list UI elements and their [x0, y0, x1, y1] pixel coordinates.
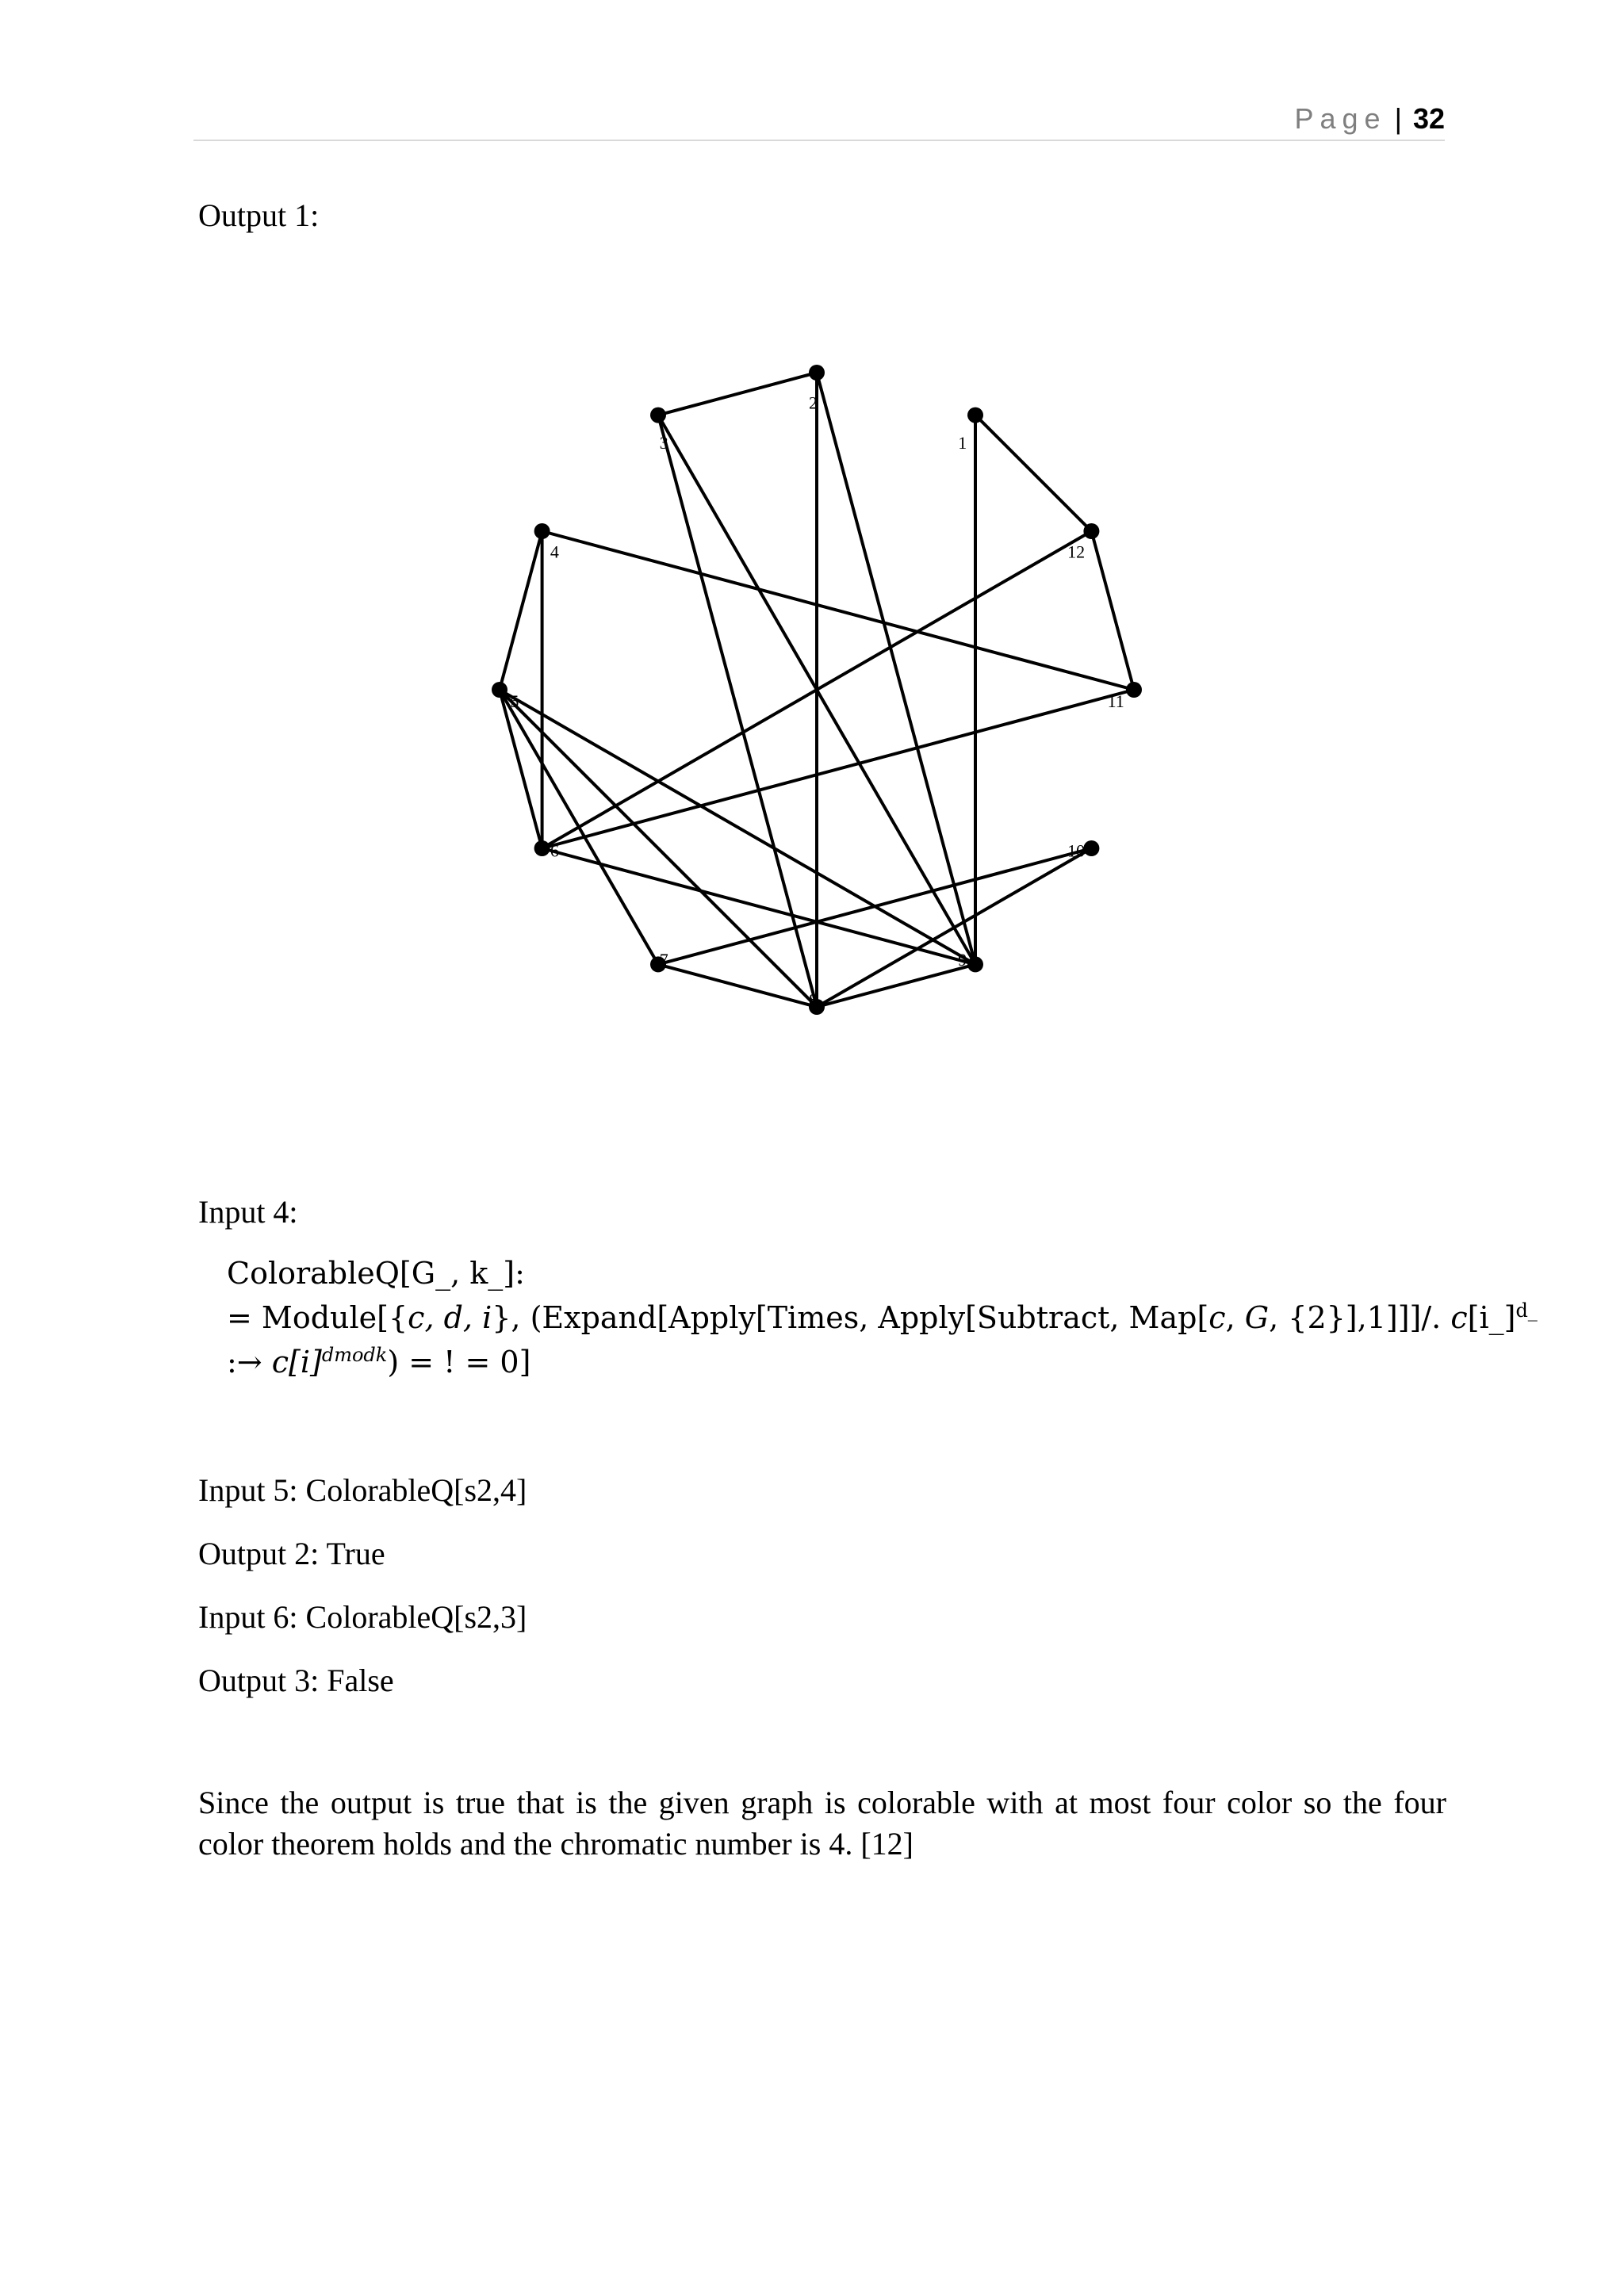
- graph-edge-7-8: [658, 964, 817, 1007]
- graph-edge-5-9: [500, 690, 975, 964]
- code-rule-index: [i]: [289, 1345, 322, 1380]
- page-header: [193, 95, 1445, 141]
- code-rule-arrow: :→: [227, 1345, 272, 1380]
- page-number: 32: [1412, 102, 1445, 135]
- graph-edge-1-12: [975, 415, 1091, 531]
- graph-edge-4-5: [500, 531, 542, 690]
- graph-vertex-1: [967, 408, 983, 423]
- code-line-2: [227, 1300, 1538, 1335]
- graph-vertex-3: [650, 408, 666, 423]
- graph-vertex-label-3: 3: [659, 432, 668, 453]
- code-map-end: , {2}],1]]]/.: [1269, 1300, 1451, 1335]
- page-number-block: [1295, 95, 1446, 143]
- graph-edges: [500, 373, 1134, 1007]
- code-module-vars: c, d, i: [408, 1300, 492, 1335]
- graph-edge-12-11: [1091, 531, 1134, 690]
- page-separator: |: [1394, 102, 1402, 135]
- input4-label: Input 4:: [198, 1194, 298, 1230]
- code-line-3: [227, 1345, 530, 1380]
- graph-figure: [444, 333, 1174, 1047]
- graph-edge-6-11: [542, 690, 1134, 848]
- graph-edge-3-8: [658, 415, 817, 1007]
- graph-vertex-5: [492, 682, 508, 698]
- graph-edge-2-9: [817, 373, 975, 964]
- graph-vertex-2: [809, 365, 825, 381]
- code-replace-power: d_: [1515, 1299, 1538, 1322]
- graph-vertex-label-11: 11: [1107, 691, 1124, 711]
- code-rule-power: dmodk: [321, 1344, 388, 1366]
- graph-vertex-label-8: 8: [809, 989, 818, 1010]
- graph-vertex-label-1: 1: [958, 432, 967, 453]
- code-map-g: G: [1244, 1300, 1270, 1335]
- page-word: Page: [1294, 102, 1387, 135]
- code-map-c: c: [1208, 1300, 1226, 1335]
- code-replace-c: c: [1450, 1300, 1468, 1335]
- code-line-1: ColorableQ[G_, k_]:: [227, 1256, 525, 1291]
- code-replace-index: [i_]: [1467, 1300, 1516, 1335]
- input6-line: Input 6: ColorableQ[s2,3]: [198, 1599, 527, 1635]
- conclusion-paragraph: Since the output is true that is the given graph is colorable with at most four color so the four color theorem holds and the chromatic number is 4. [12]: [198, 1785, 1446, 1862]
- code-module-start: = Module[{: [227, 1300, 408, 1335]
- graph-vertex-label-2: 2: [809, 392, 818, 413]
- graph-vertex-label-4: 4: [550, 541, 559, 562]
- graph-vertex-6: [534, 840, 550, 856]
- output3-line: Output 3: False: [198, 1663, 394, 1698]
- graph-vertex-12: [1083, 523, 1099, 539]
- graph-vertex-label-7: 7: [659, 950, 668, 970]
- graph-edge-7-10: [658, 848, 1091, 964]
- code-rule-c: c: [271, 1345, 289, 1380]
- graph-edge-8-9: [817, 964, 975, 1007]
- code-module-mid: }, (Expand[Apply[Times, Apply[Subtract, Map[: [492, 1300, 1209, 1335]
- graph-vertex-10: [1083, 840, 1099, 856]
- graph-vertex-label-6: 6: [550, 840, 559, 861]
- code-rule-end: ) = ! = 0]: [387, 1345, 531, 1380]
- graph-edge-3-2: [658, 373, 817, 415]
- graph-vertex-4: [534, 523, 550, 539]
- graph-vertex-label-5: 5: [510, 691, 519, 711]
- graph-vertex-label-12: 12: [1067, 541, 1086, 562]
- graph-edge-8-10: [817, 848, 1091, 1007]
- graph-vertex-label-9: 9: [958, 950, 967, 970]
- input5-line: Input 5: ColorableQ[s2,4]: [198, 1472, 527, 1508]
- graph-edge-4-11: [542, 531, 1134, 690]
- graph-vertex-label-10: 10: [1067, 840, 1086, 861]
- code-map-sep: ,: [1225, 1300, 1245, 1335]
- graph-vertex-11: [1126, 682, 1142, 698]
- graph-vertex-9: [967, 956, 983, 972]
- graph-edge-5-6: [500, 690, 542, 848]
- output2-line: Output 2: True: [198, 1536, 385, 1571]
- output1-label: Output 1:: [198, 197, 320, 233]
